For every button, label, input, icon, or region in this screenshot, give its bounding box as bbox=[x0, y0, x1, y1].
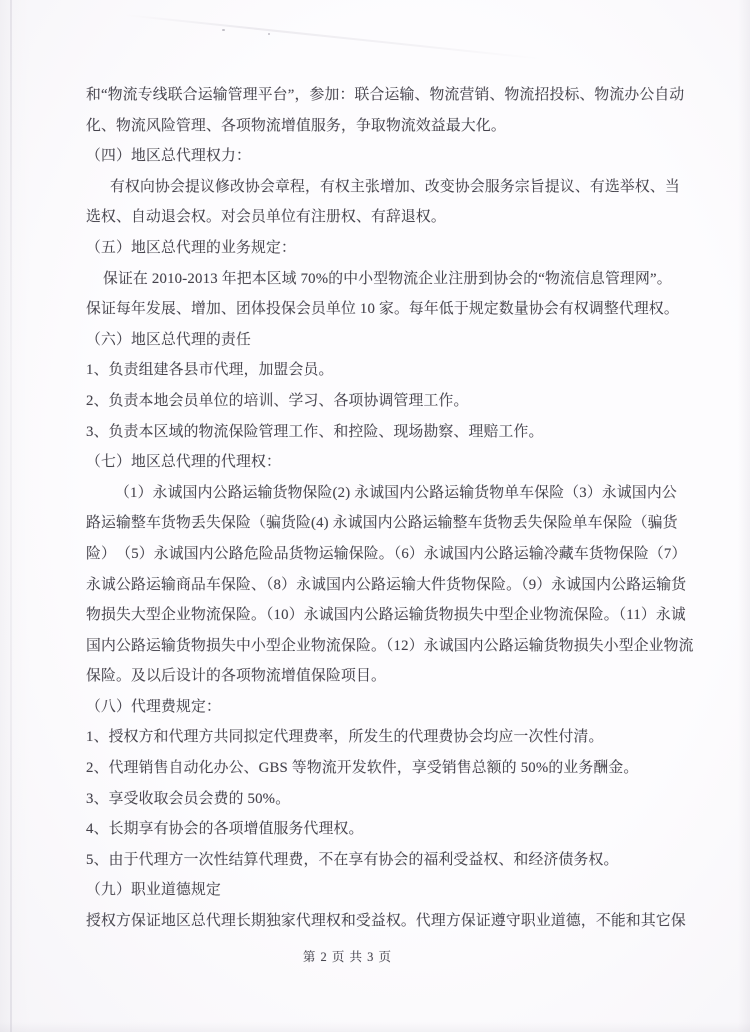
text-line: 和“物流专线联合运输管理平台”，参加：联合运输、物流营销、物流招投标、物流办公自动 bbox=[86, 87, 685, 103]
section-heading: （四）地区总代理权力： bbox=[86, 148, 251, 165]
scan-speck bbox=[268, 33, 270, 35]
list-item: 1、负责组建各县市代理，加盟会员。 bbox=[86, 362, 334, 379]
text-line: 保证每年发展、增加、团体投保会员单位 10 家。每年低于规定数量协会有权调整代理权。 bbox=[86, 301, 679, 318]
section-heading: （七）地区总代理的代理权： bbox=[86, 454, 281, 471]
text-line: 授权方保证地区总代理长期独家代理权和受益权。代理方保证遵守职业道德，不能和其它保 bbox=[86, 913, 686, 930]
page-footer: 第 2 页 共 3 页 bbox=[302, 950, 393, 964]
text-line: 有权向协会提议修改协会章程，有权主张增加、改变协会服务宗旨提议、有选举权、当 bbox=[110, 178, 680, 195]
list-item: 4、长期享有协会的各项增值服务代理权。 bbox=[86, 821, 364, 838]
list-item: 1、授权方和代理方共同拟定代理费率，所发生的代理费协会均应一次性付清。 bbox=[86, 729, 604, 746]
list-item: 3、享受收取会员会费的 50%。 bbox=[86, 790, 291, 807]
text-line: 保险。及以后设计的各项物流增值保险项目。 bbox=[86, 668, 386, 685]
scan-left-edge-shadow bbox=[10, 0, 12, 1032]
document-body bbox=[86, 80, 694, 937]
text-line: 化、物流风险管理、各项物流增值服务，争取物流效益最大化。 bbox=[86, 117, 506, 134]
text-line: 险） （5）永诚国内公路危险品货物运输保险。（6）永诚国内公路运输冷藏车货物保险（7） bbox=[86, 545, 687, 562]
text-line: 永诚公路运输商品车保险、（8）永诚国内公路运输大件货物保险。（9）永诚国内公路运输货 bbox=[86, 576, 687, 593]
section-heading: （六）地区总代理的责任 bbox=[86, 331, 251, 348]
list-item: 2、代理销售自动化办公、GBS 等物流开发软件，享受销售总额的 50%的业务酬金。 bbox=[86, 760, 639, 777]
list-item: 3、负责本区域的物流保险管理工作、和控险、现场勘察、理赔工作。 bbox=[86, 423, 544, 440]
text-line: （1）永诚国内公路运输货物保险(2) 永诚国内公路运输货物单车保险（3）永诚国内公 bbox=[115, 484, 677, 501]
scan-bottom-edge-shadow bbox=[0, 1022, 750, 1032]
section-heading: （九）职业道德规定 bbox=[86, 882, 221, 899]
text-line: 选权、自动退会权。对会员单位有注册权、有辞退权。 bbox=[86, 209, 446, 226]
text-line: 国内公路运输货物损失中小型企业物流保险。（12）永诚国内公路运输货物损失小型企业物流 bbox=[86, 637, 694, 654]
text-line: 路运输整车货物丢失保险（骗货险(4) 永诚国内公路运输整车货物丢失保险单车保险（骗货 bbox=[86, 515, 678, 532]
text-line: 保证在 2010-2013 年把本区域 70%的中小型物流企业注册到协会的“物流信息管理网”。 bbox=[103, 270, 672, 287]
section-heading: （八）代理费规定： bbox=[86, 698, 221, 715]
list-item: 5、由于代理方一次性结算代理费，不在享有协会的福利受益权、和经济债务权。 bbox=[86, 851, 619, 868]
section-heading: （五）地区总代理的业务规定： bbox=[86, 239, 296, 256]
list-item: 2、负责本地会员单位的培训、学习、各项协调管理工作。 bbox=[86, 392, 469, 409]
paper-crease bbox=[125, 14, 543, 60]
scan-speck bbox=[222, 29, 225, 31]
text-line: 物损失大型企业物流保险。（10）永诚国内公路运输货物损失中型企业物流保险。（11）永诚 bbox=[86, 607, 686, 624]
scan-right-edge-shadow bbox=[738, 0, 750, 1032]
